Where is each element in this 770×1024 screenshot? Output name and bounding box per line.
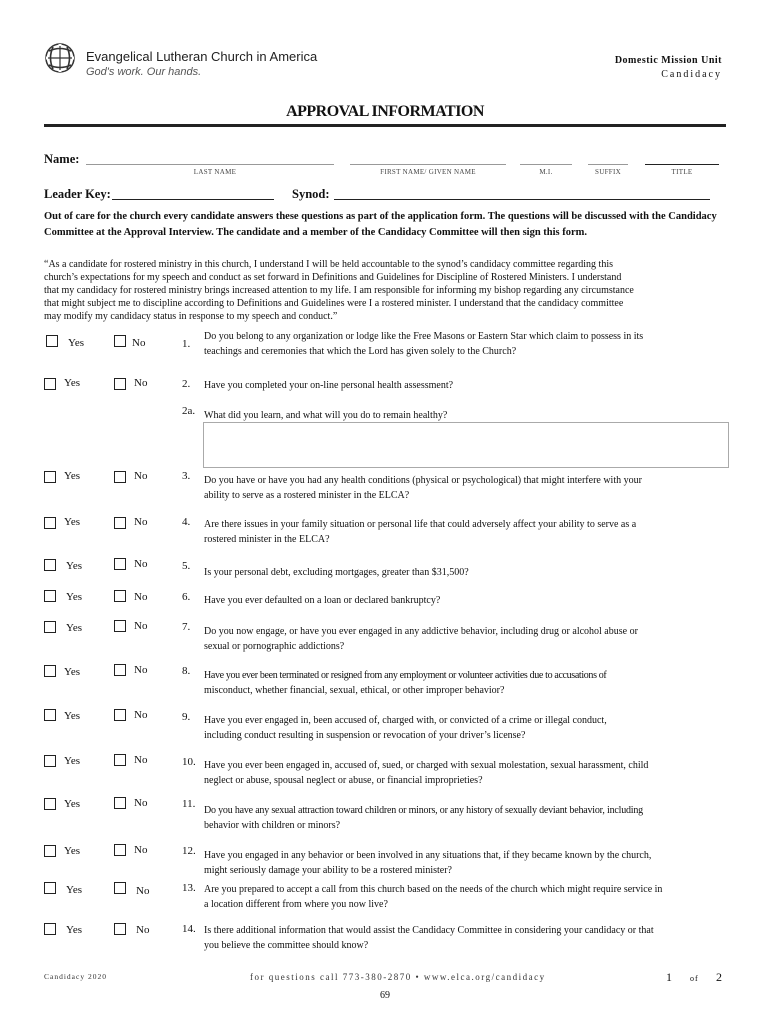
q1-no-checkbox[interactable] <box>114 335 126 347</box>
q11-number: 11. <box>182 798 196 810</box>
candidate-pledge <box>44 258 726 323</box>
q2a-answer-box[interactable] <box>203 422 729 468</box>
unit-heading <box>615 55 722 80</box>
q2-text <box>204 378 724 393</box>
q13-number: 13. <box>182 882 196 894</box>
q1-number: 1. <box>182 338 191 350</box>
name-label: Name: <box>44 152 80 166</box>
q7-line: sexual or pornographic addictions? <box>204 641 345 652</box>
yes-label: Yes <box>66 560 83 572</box>
q3-no-checkbox[interactable] <box>114 471 126 483</box>
q11-text <box>204 803 724 833</box>
q4-line: rostered minister in the ELCA? <box>204 534 330 545</box>
yes-label: Yes <box>64 798 81 810</box>
no-label: No <box>134 516 148 528</box>
yes-label: Yes <box>64 470 81 482</box>
pledge-line: that my candidacy for rostered ministry brings increased attention to my life. I am responsible for informing my bishop regarding any circumstance <box>44 285 634 296</box>
pledge-line: may modify my candidacy status in response to my speech and conduct.” <box>44 311 338 322</box>
yes-label: Yes <box>64 377 81 389</box>
q3-line: Do you have or have you had any health conditions (physical or psychological) that might interfere with your <box>204 475 642 486</box>
q6-line: Have you ever defaulted on a loan or declared bankruptcy? <box>204 595 441 606</box>
q5-yes-checkbox[interactable] <box>44 559 56 571</box>
unit-name: Domestic Mission Unit <box>614 55 722 66</box>
no-label: No <box>134 558 148 570</box>
q12-text <box>204 848 724 878</box>
q5-text <box>204 565 724 580</box>
q12-number: 12. <box>182 845 196 857</box>
q2a-line: What did you learn, and what will you do to remain healthy? <box>204 410 448 421</box>
yes-label: Yes <box>64 516 81 528</box>
q12-no-checkbox[interactable] <box>114 844 126 856</box>
q11-no-checkbox[interactable] <box>114 797 126 809</box>
q7-number: 7. <box>182 621 191 633</box>
q6-no-checkbox[interactable] <box>114 590 126 602</box>
title-caption: TITLE <box>671 168 693 176</box>
leader-key-label: Leader Key: <box>44 187 111 201</box>
footer-contact: for questions call 773-380-2870 • www.elca.org/candidacy <box>250 972 546 982</box>
q13-line: a location different from where you now live? <box>204 899 388 910</box>
q7-text <box>204 624 724 654</box>
q13-line: Are you prepared to accept a call from this church based on the needs of the church which might require service in <box>204 884 663 895</box>
q11-line: behavior with children or minors? <box>204 820 341 831</box>
no-label: No <box>134 844 148 856</box>
q7-line: Do you now engage, or have you ever engaged in any addictive behavior, including drug or alcohol abuse or <box>204 626 638 637</box>
q3-text <box>204 473 724 503</box>
yes-label: Yes <box>66 924 83 936</box>
q8-text <box>204 668 724 698</box>
q8-number: 8. <box>182 665 191 677</box>
q9-number: 9. <box>182 711 191 723</box>
q14-line: Is there additional information that would assist the Candidacy Committee in considering your candidacy or that <box>204 925 654 936</box>
yes-label: Yes <box>66 884 83 896</box>
q10-yes-checkbox[interactable] <box>44 755 56 767</box>
yes-label: Yes <box>66 591 83 603</box>
q2-number: 2. <box>182 378 191 390</box>
q8-no-checkbox[interactable] <box>114 664 126 676</box>
footer-total: 2 <box>716 970 722 984</box>
q10-no-checkbox[interactable] <box>114 754 126 766</box>
q4-text <box>204 517 724 547</box>
q1-yes-checkbox[interactable] <box>46 335 58 347</box>
no-label: No <box>134 664 148 676</box>
pledge-line: church’s expectations for my speech and conduct as set forward in Definitions and Guidelines for Discipline of Rostered Ministers. I understand <box>44 272 622 283</box>
q14-no-checkbox[interactable] <box>114 923 126 935</box>
q3-line: ability to serve as a rostered minister in the ELCA? <box>204 490 410 501</box>
yes-label: Yes <box>66 622 83 634</box>
no-label: No <box>134 754 148 766</box>
yes-label: Yes <box>64 710 81 722</box>
q13-no-checkbox[interactable] <box>114 882 126 894</box>
pledge-line: “As a candidate for rostered ministry in this church, I understand I will be held accountable to the synod’s candidacy committee regarding this <box>44 259 613 270</box>
page-number: 69 <box>380 990 390 1001</box>
suffix-caption: SUFFIX <box>595 168 621 176</box>
q9-line: Have you ever engaged in, been accused of, charged with, or convicted of a crime or illegal conduct, <box>204 715 607 726</box>
q7-yes-checkbox[interactable] <box>44 621 56 633</box>
elca-logo-icon <box>44 42 76 74</box>
footer-page: 1 <box>666 970 672 984</box>
q13-text <box>204 882 724 912</box>
q6-yes-checkbox[interactable] <box>44 590 56 602</box>
instructions: Out of care for the church every candidate answers these questions as part of the application form. The questions will be discussed with the Candidacy Committee at the Approval Interview. The candidate and a member of the Candidacy Committee will then sign this form. <box>44 211 717 238</box>
no-label: No <box>136 885 150 897</box>
q1-line: teachings and ceremonies that which the Lord has given solely to the Church? <box>204 346 517 357</box>
yes-label: Yes <box>64 845 81 857</box>
middle-initial-field[interactable] <box>520 152 572 165</box>
q1-text <box>204 329 724 359</box>
q9-text <box>204 713 724 743</box>
no-label: No <box>134 797 148 809</box>
q12-line: might seriously damage your ability to be a rostered minister? <box>204 865 452 876</box>
footer-year: Candidacy 2020 <box>44 972 107 981</box>
q2a-text <box>204 408 724 423</box>
q11-line: Do you have any sexual attraction toward children or minors, or any history of sexually deviant behavior, including <box>204 805 643 816</box>
no-label: No <box>134 709 148 721</box>
no-label: No <box>134 470 148 482</box>
q9-line: including conduct resulting in suspension or revocation of your driver’s license? <box>204 730 526 741</box>
yes-label: Yes <box>68 337 85 349</box>
q14-yes-checkbox[interactable] <box>44 923 56 935</box>
q11-yes-checkbox[interactable] <box>44 798 56 810</box>
no-label: No <box>134 377 148 389</box>
no-label: No <box>136 924 150 936</box>
q4-number: 4. <box>182 516 191 528</box>
q9-no-checkbox[interactable] <box>114 709 126 721</box>
q10-line: Have you ever been engaged in, accused of, sued, or charged with sexual molestation, sexual harassment, child <box>204 760 649 771</box>
q12-yes-checkbox[interactable] <box>44 845 56 857</box>
footer-of: of <box>690 974 699 983</box>
yes-label: Yes <box>64 755 81 767</box>
q1-line: Do you belong to any organization or lodge like the Free Masons or Eastern Star which claim to possess in its <box>204 331 644 342</box>
q5-number: 5. <box>182 560 191 572</box>
suffix-field[interactable] <box>588 152 628 165</box>
mi-caption: M.I. <box>539 168 553 176</box>
no-label: No <box>134 620 148 632</box>
q9-yes-checkbox[interactable] <box>44 709 56 721</box>
pledge-line: that might subject me to discipline according to Definitions and Guidelines were I a rostered minister. I understand that the candidacy committee <box>44 298 624 309</box>
q4-no-checkbox[interactable] <box>114 517 126 529</box>
synod-field[interactable] <box>334 187 710 200</box>
q2a-number: 2a. <box>182 405 196 417</box>
no-label: No <box>132 337 146 349</box>
q10-number: 10. <box>182 756 196 768</box>
q6-number: 6. <box>182 591 191 603</box>
q14-number: 14. <box>182 923 196 935</box>
org-name: Evangelical Lutheran Church in America <box>86 49 318 64</box>
q2-yes-checkbox[interactable] <box>44 378 56 390</box>
q10-text <box>204 758 724 788</box>
dept-name: Candidacy <box>661 69 722 80</box>
q4-line: Are there issues in your family situation or personal life that could adversely affect your ability to serve as a <box>204 519 637 530</box>
first-name-caption: FIRST NAME/ GIVEN NAME <box>380 168 476 176</box>
q2-line: Have you completed your on-line personal health assessment? <box>204 380 454 391</box>
leader-key-field[interactable] <box>112 187 274 200</box>
synod-label: Synod: <box>292 187 330 201</box>
q8-yes-checkbox[interactable] <box>44 665 56 677</box>
q7-no-checkbox[interactable] <box>114 620 126 632</box>
q12-line: Have you engaged in any behavior or been involved in any situations that, if they became known by the church, <box>204 850 652 861</box>
org-tagline: God's work. Our hands. <box>86 66 202 78</box>
q8-line: Have you ever been terminated or resigned from any employment or volunteer activities due to accusations of <box>204 670 607 681</box>
q2-no-checkbox[interactable] <box>114 378 126 390</box>
last-name-caption: LAST NAME <box>193 168 237 176</box>
q3-yes-checkbox[interactable] <box>44 471 56 483</box>
q13-yes-checkbox[interactable] <box>44 882 56 894</box>
q3-number: 3. <box>182 470 191 482</box>
q4-yes-checkbox[interactable] <box>44 517 56 529</box>
form-title: APPROVAL INFORMATION <box>286 103 484 120</box>
q14-line: you believe the committee should know? <box>204 940 369 951</box>
yes-label: Yes <box>64 666 81 678</box>
no-label: No <box>134 591 148 603</box>
q14-text <box>204 923 724 953</box>
q5-no-checkbox[interactable] <box>114 558 126 570</box>
last-name-field[interactable] <box>86 152 334 165</box>
q5-line: Is your personal debt, excluding mortgages, greater than $31,500? <box>204 567 469 578</box>
first-name-field[interactable] <box>350 152 506 165</box>
title-rule <box>44 124 726 127</box>
q10-line: neglect or abuse, spousal neglect or abuse, or financial improprieties? <box>204 775 483 786</box>
title-field[interactable] <box>645 152 719 165</box>
q6-text <box>204 593 724 608</box>
q8-line: misconduct, whether financial, sexual, ethical, or other improper behavior? <box>204 685 505 696</box>
